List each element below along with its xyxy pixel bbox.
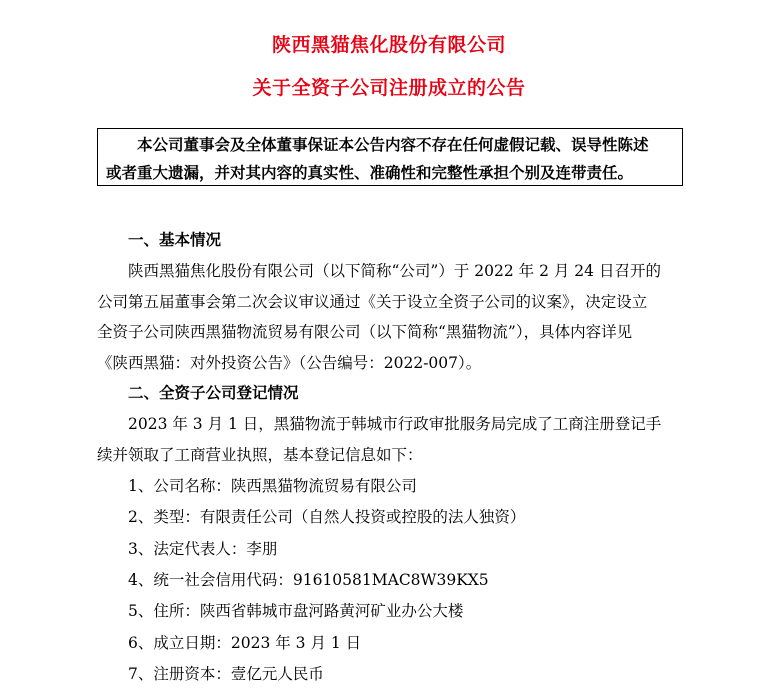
disclaimer-line-2: 或者重大遗漏，并对其内容的真实性、准确性和完整性承担个别及连带责任。 [106, 164, 634, 182]
paragraph-line: 陕西黑猫焦化股份有限公司（以下简称“公司”）于 2022 年 2 月 24 日召开的 [128, 262, 661, 280]
announcement-title: 关于全资子公司注册成立的公告 [252, 77, 526, 99]
info-item-established-date: 6、成立日期：2023 年 3 月 1 日 [128, 634, 362, 652]
info-item-legal-rep: 3、法定代表人：李朋 [128, 540, 278, 558]
info-item-registered-capital: 7、注册资本：壹亿元人民币 [128, 665, 324, 683]
company-name-title: 陕西黑猫焦化股份有限公司 [271, 34, 506, 56]
info-item-company-name: 1、公司名称：陕西黑猫物流贸易有限公司 [128, 477, 417, 495]
paragraph-line: 全资子公司陕西黑猫物流贸易有限公司（以下简称“黑猫物流”），具体内容详见 [97, 323, 633, 341]
section-2-heading: 二、全资子公司登记情况 [128, 384, 299, 402]
paragraph-line: 续并领取了工商营业执照，基本登记信息如下： [97, 446, 423, 464]
paragraph-line: 《陕西黑猫：对外投资公告》（公告编号：2022-007）。 [97, 354, 482, 372]
paragraph-line: 2023 年 3 月 1 日，黑猫物流于韩城市行政审批服务局完成了工商注册登记手 [128, 415, 662, 433]
info-item-type: 2、类型：有限责任公司（自然人投资或控股的法人独资） [128, 508, 526, 526]
paragraph-line: 公司第五届董事会第二次会议审议通过《关于设立全资子公司的议案》，决定设立 [97, 293, 648, 311]
disclaimer-line-1: 本公司董事会及全体董事保证本公告内容不存在任何虚假记载、误导性陈述 [137, 136, 649, 154]
info-item-address: 5、住所：陕西省韩城市盘河路黄河矿业办公大楼 [128, 602, 464, 620]
info-item-credit-code: 4、统一社会信用代码：91610581MAC8W39KX5 [128, 571, 489, 589]
disclaimer-box [97, 128, 683, 186]
section-1-heading: 一、基本情况 [128, 231, 222, 249]
